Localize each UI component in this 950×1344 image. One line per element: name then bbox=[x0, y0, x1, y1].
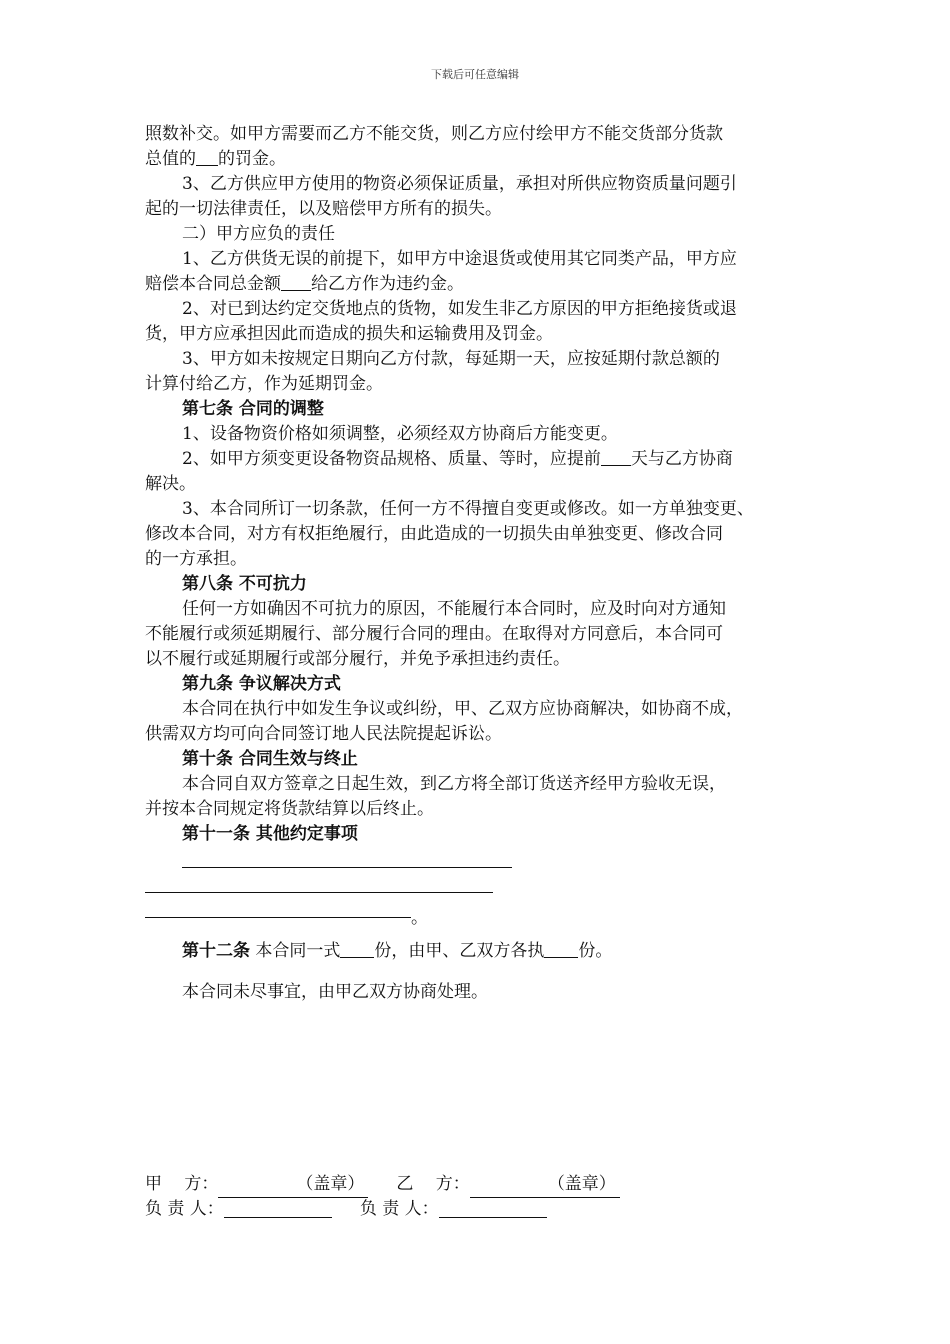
text-line: 3、甲方如未按规定日期向乙方付款，每延期一天，应按延期付款总额的 bbox=[182, 349, 720, 369]
signature-block bbox=[145, 1172, 620, 1222]
party-a-seal: （盖章） bbox=[218, 1172, 368, 1198]
other-terms-blank-lines bbox=[145, 847, 815, 931]
fill-blank bbox=[544, 939, 578, 958]
text-line: 计算付给乙方，作为延期罚金。 bbox=[145, 374, 383, 394]
text-line: 第十二条 本合同一式 份，由甲、乙双方各执 份。 bbox=[182, 941, 613, 961]
article-heading: 第十一条 其他约定事项 bbox=[182, 824, 358, 844]
text-line: 本合同在执行中如发生争议或纠纷，甲、乙双方应协商解决，如协商不成， bbox=[182, 699, 743, 719]
text-line: 起的一切法律责任，以及赔偿甲方所有的损失。 bbox=[145, 199, 502, 219]
party-b-seal: （盖章） bbox=[470, 1172, 620, 1198]
text-line: 并按本合同规定将货款结算以后终止。 bbox=[145, 799, 434, 819]
party-b-label: 乙 方： bbox=[396, 1174, 470, 1194]
text-line: 货，甲方应承担因此而造成的损失和运输费用及罚金。 bbox=[145, 324, 553, 344]
text-line: 任何一方如确因不可抗力的原因，不能履行本合同时，应及时向对方通知 bbox=[182, 599, 726, 619]
text-line: 本合同自双方签章之日起生效，到乙方将全部订货送齐经甲方验收无误， bbox=[182, 774, 726, 794]
fill-blank bbox=[281, 272, 311, 291]
text-line: 解决。 bbox=[145, 474, 196, 494]
text-line: 的一方承担。 bbox=[145, 549, 247, 569]
text-line: 照数补交。如甲方需要而乙方不能交货，则乙方应付绘甲方不能交货部分货款 bbox=[145, 124, 723, 144]
party-b-responsible-blank bbox=[439, 1197, 547, 1218]
party-a-responsible-blank bbox=[224, 1197, 332, 1218]
blank-line bbox=[145, 892, 493, 893]
party-row bbox=[145, 1172, 620, 1197]
party-b-responsible-label: 负 责 人： bbox=[359, 1199, 439, 1219]
fill-blank bbox=[601, 447, 631, 466]
text-line: 以不履行或延期履行或部分履行，并免予承担违约责任。 bbox=[145, 649, 570, 669]
page-header: 下载后可任意编辑 bbox=[431, 68, 519, 81]
article-heading: 第九条 争议解决方式 bbox=[182, 674, 341, 694]
text-line: 不能履行或须延期履行、部分履行合同的理由。在取得对方同意后，本合同可 bbox=[145, 624, 723, 644]
text-line: 2、如甲方须变更设备物资品规格、质量、等时，应提前 天与乙方协商 bbox=[182, 449, 733, 469]
fill-blank bbox=[340, 939, 374, 958]
text-line: 本合同未尽事宜，由甲乙双方协商处理。 bbox=[182, 982, 488, 1002]
text-line: 1、乙方供货无误的前提下，如甲方中途退货或使用其它同类产品，甲方应 bbox=[182, 249, 737, 269]
party-a-responsible-label: 负 责 人： bbox=[145, 1199, 224, 1219]
blank-line bbox=[182, 867, 512, 868]
party-a-label: 甲 方： bbox=[145, 1174, 219, 1194]
text-line: 3、乙方供应甲方使用的物资必须保证质量，承担对所供应物资质量问题引 bbox=[182, 174, 737, 194]
article-heading: 第七条 合同的调整 bbox=[182, 399, 324, 419]
text-line: 供需双方均可向合同签订地人民法院提起诉讼。 bbox=[145, 724, 502, 744]
contract-body bbox=[145, 122, 815, 1005]
text-line: 总值的 的罚金。 bbox=[145, 149, 286, 169]
text-line: 3、本合同所订一切条款，任何一方不得擅自变更或修改。如一方单独变更、 bbox=[182, 499, 754, 519]
section-subtitle: 二）甲方应负的责任 bbox=[182, 224, 335, 244]
text-line: 1、设备物资价格如须调整，必须经双方协商后方能变更。 bbox=[182, 424, 618, 444]
end-mark: 。 bbox=[411, 908, 428, 928]
article-heading: 第八条 不可抗力 bbox=[182, 574, 307, 594]
article-heading: 第十条 合同生效与终止 bbox=[182, 749, 358, 769]
blank-line bbox=[145, 917, 411, 918]
text-line: 2、对已到达约定交货地点的货物，如发生非乙方原因的甲方拒绝接货或退 bbox=[182, 299, 737, 319]
responsible-row bbox=[145, 1197, 620, 1222]
fill-blank bbox=[196, 147, 218, 166]
text-line: 修改本合同，对方有权拒绝履行，由此造成的一切损失由单独变更、修改合同 bbox=[145, 524, 723, 544]
text-line: 赔偿本合同总金额 给乙方作为违约金。 bbox=[145, 274, 464, 294]
